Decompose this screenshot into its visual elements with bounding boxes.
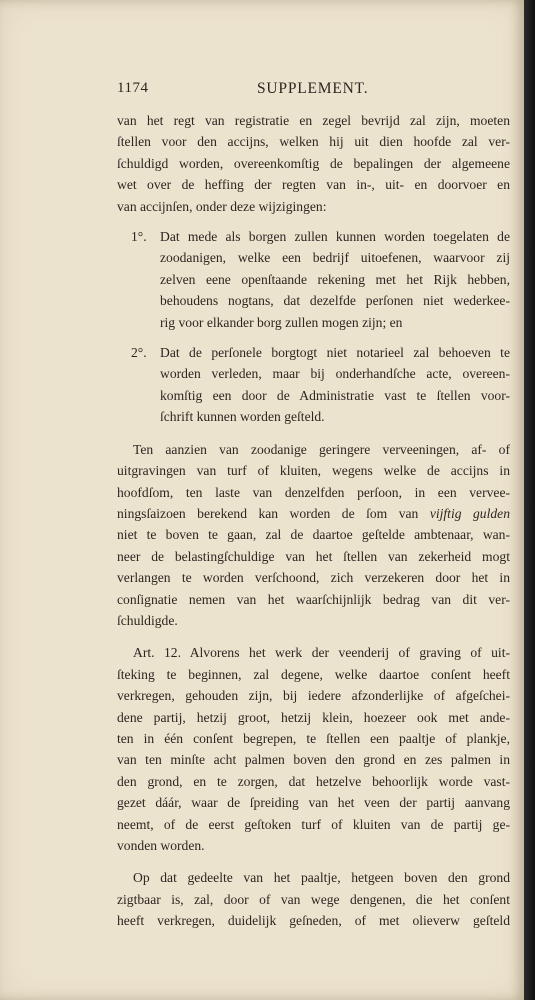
text-line: behoudens nogtans, dat dezelfde perſonen niet wederkee- — [160, 293, 510, 309]
text-line: van ten minſte acht palmen boven den grond en zes palmen in — [117, 752, 510, 768]
list-item — [117, 342, 510, 428]
text-line: dene partij, hetzij groot, hetzij klein, hoezeer ook met ande- — [117, 709, 510, 725]
item-number: 2°. — [131, 345, 147, 361]
scan-edge — [524, 0, 535, 1000]
text-run: ningsſaizoen berekend kan worden de ſom van — [117, 505, 430, 521]
text-line: zoodanigen, welke een bedrijf uitoefenen, waarvoor zij — [160, 250, 510, 266]
text-line: niet te boven te gaan, zal de daartoe geſtelde ambtenaar, wan- — [117, 527, 510, 543]
text-line: verlangen te worden verſchoond, zich verzekeren door het in — [117, 570, 510, 586]
text-line: hoofdſom, ten laste van denzelfden perſoon, in een vervee- — [117, 484, 510, 500]
text-line: rig voor elkander borg zullen mogen zijn; en — [160, 314, 403, 330]
text-line — [117, 503, 510, 524]
text-line: Art. 12. Alvorens het werk der veenderij of graving of uit- — [133, 645, 510, 661]
text-line: van het regt van registratie en zegel bevrijd zal zijn, moeten — [117, 113, 510, 128]
page-content — [117, 80, 510, 932]
text-line: vonden worden. — [117, 838, 205, 853]
paragraph-ten-aanzien — [117, 439, 510, 632]
intro-paragraph — [117, 110, 510, 217]
text-line: den grond, en te zorgen, dat hetzelve behoorlijk worde vast- — [117, 773, 510, 789]
text-line: ſteking te beginnen, zal degene, welke daartoe conſent heeft — [117, 666, 510, 682]
text-line: ten in één conſent begrepen, te ſtellen een paaltje of plankje, — [117, 730, 510, 746]
text-line: wet over de heffing der regten van in-, uit- en doorvoer en — [117, 177, 510, 193]
text-line: neemt, of de eerst geſtoken turf of kluiten van de partij ge- — [117, 816, 510, 832]
text-line: ſtellen voor den accijns, welken hij uit dien hoofde zal ver- — [117, 134, 510, 150]
page-number: 1174 — [117, 80, 149, 96]
text-line: worden verleden, maar bij onderhandſche acte, overeen- — [160, 366, 510, 382]
text-line: ſchuldigde. — [117, 612, 178, 628]
item-number: 1°. — [131, 229, 147, 245]
text-line: zelven eene openſtaande rekening met het Rijk hebben, — [160, 271, 510, 287]
text-line: conſignatie nemen van het waarſchijnlijk bedrag van dit ver- — [117, 591, 510, 607]
text-line: uitgravingen van turf of kluiten, wegens welke de accijns in — [117, 463, 510, 479]
running-head — [117, 80, 510, 110]
text-line: Dat mede als borgen zullen kunnen worden toegelaten de — [160, 229, 510, 245]
list-item — [117, 226, 510, 333]
text-line: zigtbaar is, zal, door of van wege dengenen, die het conſent — [117, 891, 510, 907]
text-line: ſchrift kunnen worden geſteld. — [160, 409, 325, 425]
running-title: SUPPLEMENT. — [257, 80, 369, 97]
emphasized-amount: vijftig gulden — [429, 505, 510, 521]
text-line: komſtig een door de Administratie vast te ſtellen voor- — [160, 387, 510, 403]
text-line: Op dat gedeelte van het paaltje, hetgeen boven den grond — [133, 870, 510, 886]
text-line: Ten aanzien van zoodanige geringere verveeningen, af- of — [133, 441, 510, 457]
text-line: van accijnſen, onder deze wijzigingen: — [117, 198, 327, 214]
text-line: verkregen, gehouden zijn, bij iedere afzonderlijke of afgeſchei- — [117, 688, 510, 704]
article-12 — [117, 642, 510, 856]
paragraph-op-dat — [117, 867, 510, 931]
text-line: heeft verkregen, duidelijk geſneden, of met olieverw geſteld — [117, 913, 510, 929]
text-line: neer de belastingſchuldige van het ſtellen van zekerheid mogt — [117, 548, 510, 564]
text-line: gezet dáár, waar de ſpreiding van het veen der partij aanvang — [117, 795, 510, 811]
text-line: Dat de perſonele borgtogt niet notarieel zal behoeven te — [160, 345, 510, 361]
text-line: ſchuldigd worden, overeenkomſtig de bepalingen der algemeene — [117, 155, 510, 171]
